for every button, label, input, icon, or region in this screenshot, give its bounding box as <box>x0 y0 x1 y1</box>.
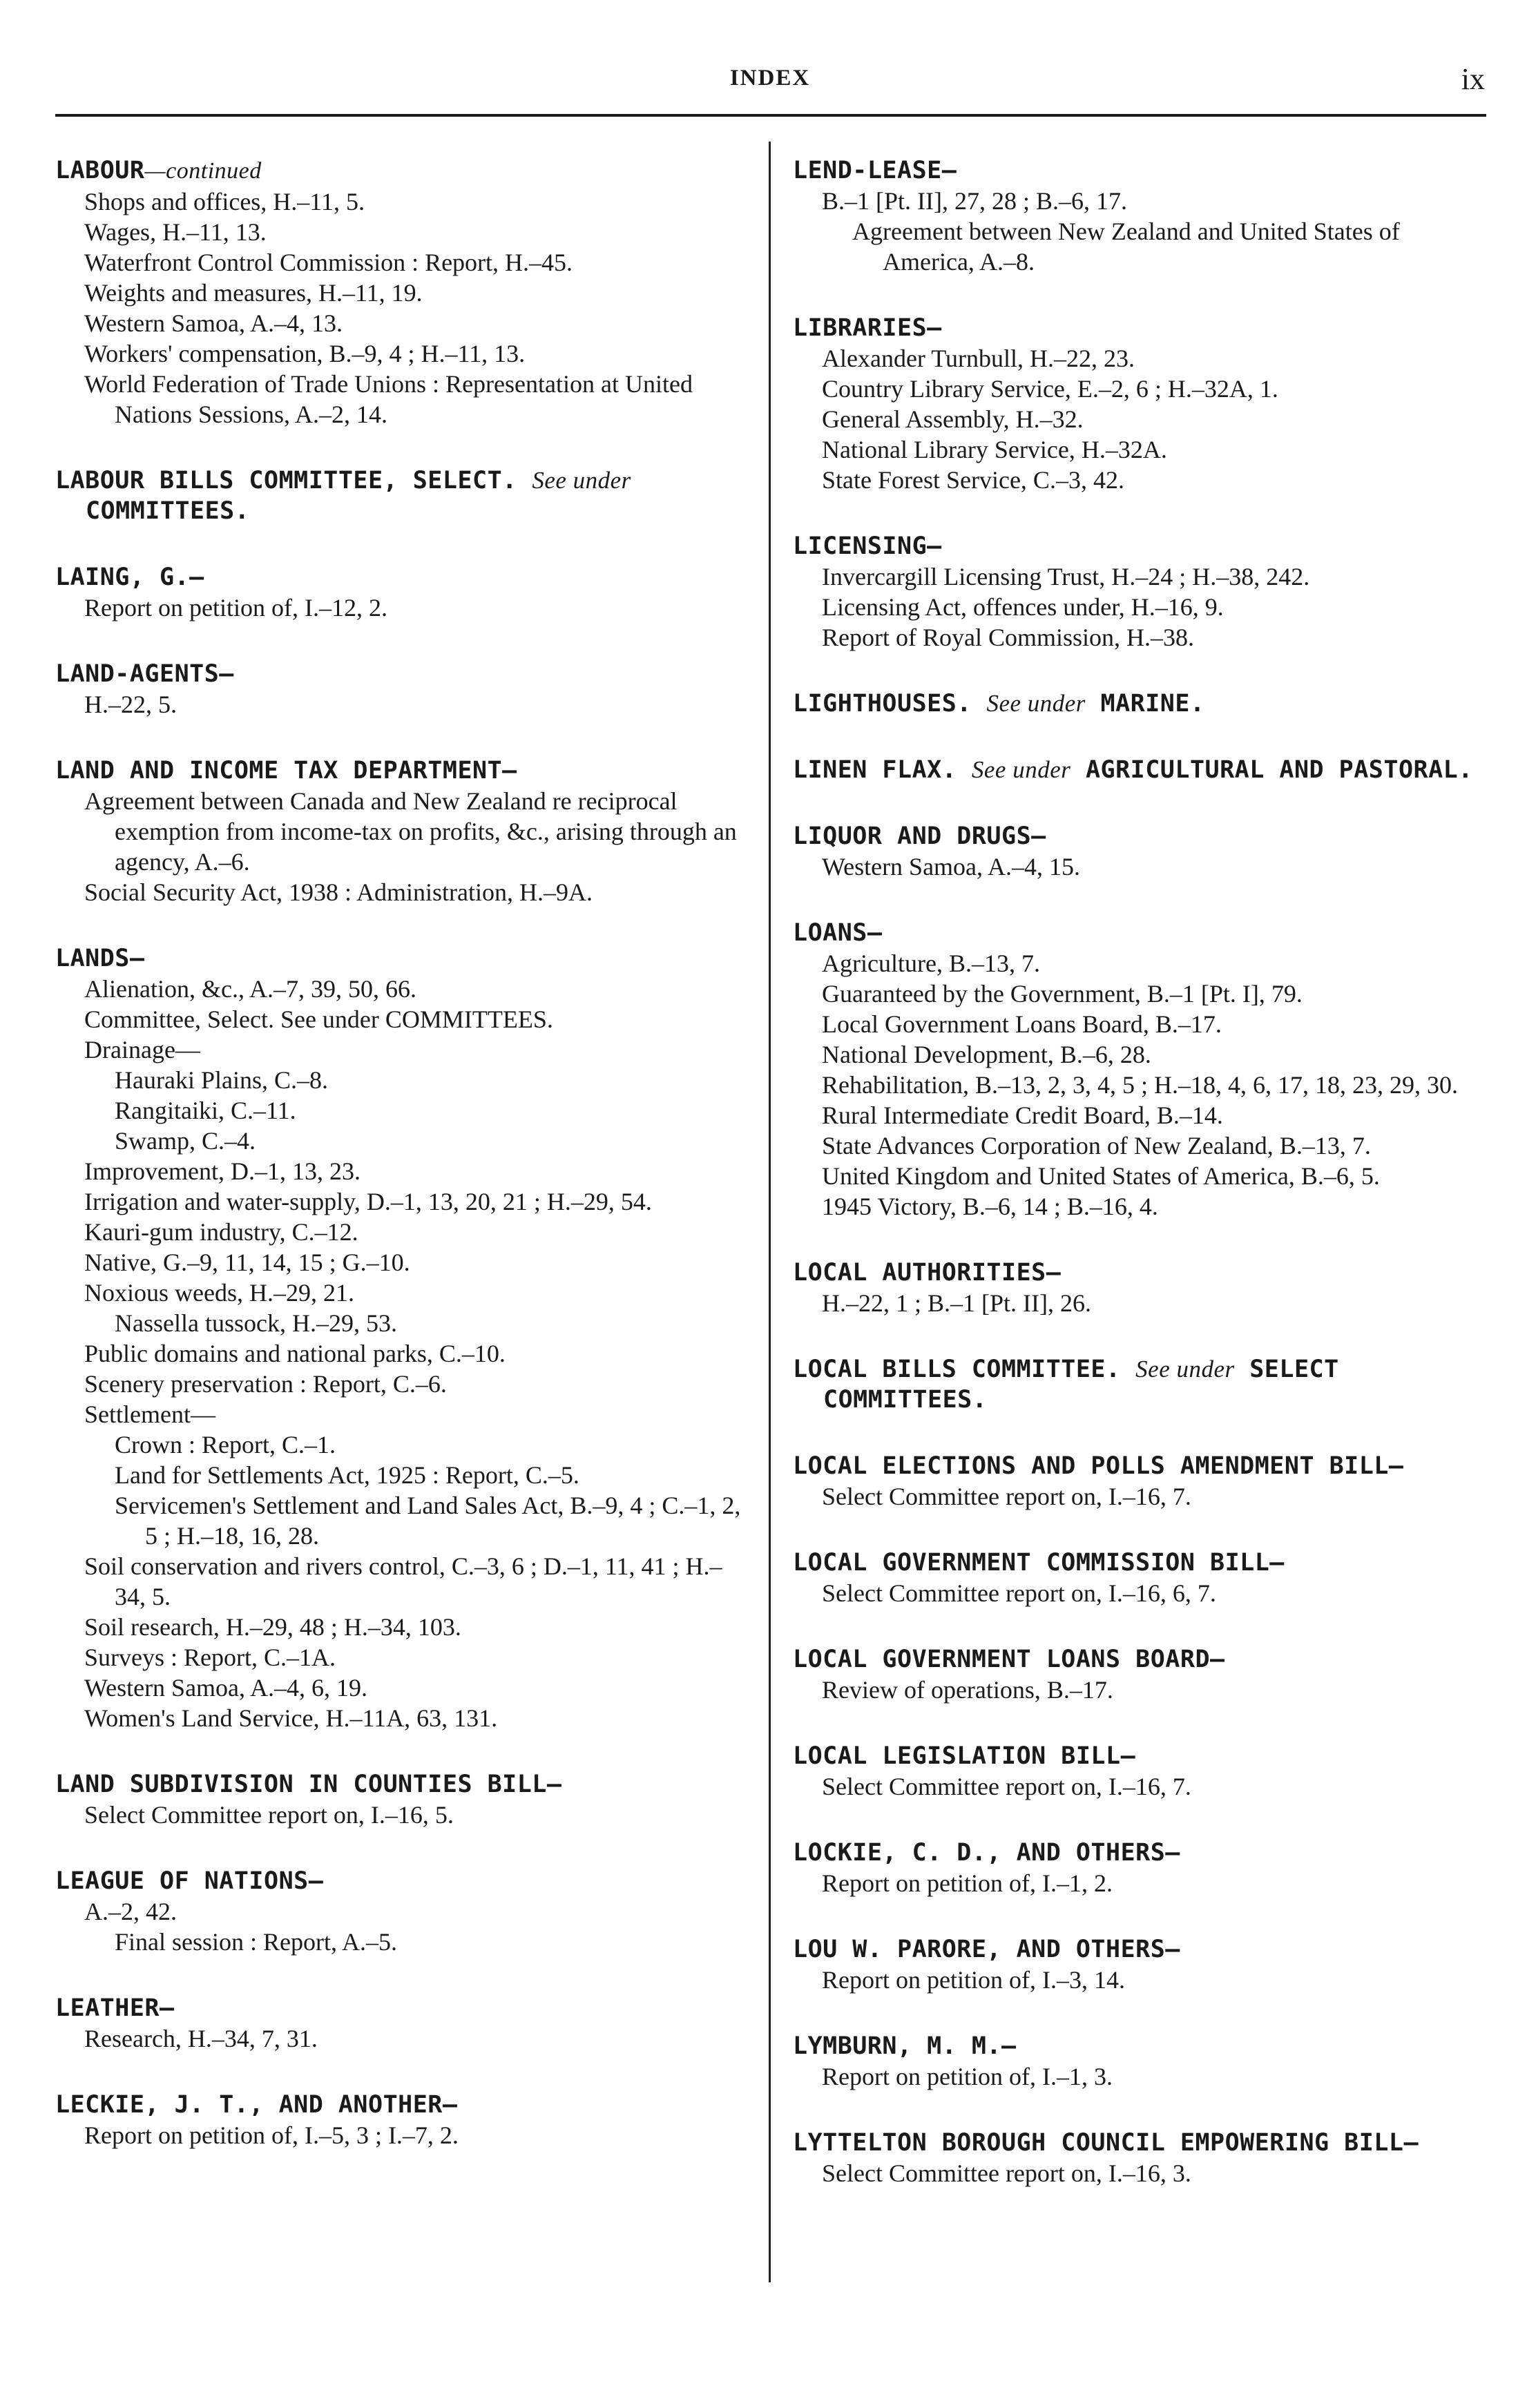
sub-entry: Weights and measures, H.–11, 19. <box>84 279 423 307</box>
entry-heading-text: LOCKIE, C. D., AND OTHERS— <box>793 1839 1180 1867</box>
sub-sub-entry: Agreement between New Zealand and United States of America, A.–8. <box>852 218 1400 276</box>
entry-heading <box>55 1769 746 1800</box>
entry-heading <box>793 688 1487 719</box>
see-reference: See under <box>1135 1356 1235 1383</box>
sub-entry: Report on petition of, I.–3, 14. <box>822 1966 1125 1994</box>
entry-heading-text: LIGHTHOUSES. <box>793 690 972 717</box>
sub-entry: Research, H.–34, 7, 31. <box>84 2025 318 2052</box>
continued-label: —continued <box>144 158 262 184</box>
sub-sub-entry: Nassella tussock, H.–29, 53. <box>115 1309 397 1337</box>
entry-heading-text: LIQUOR AND DRUGS— <box>793 822 1046 850</box>
index-entry <box>55 943 746 1733</box>
sub-entry: Invercargill Licensing Trust, H.–24 ; H.–38, 242. <box>822 563 1310 590</box>
entry-heading-text: LOU W. PARORE, AND OTHERS— <box>793 1936 1180 1963</box>
index-entry <box>793 688 1487 719</box>
entry-heading-text: LABOUR BILLS COMMITTEE, SELECT. <box>55 467 517 494</box>
sub-entry: Noxious weeds, H.–29, 21. <box>84 1279 354 1307</box>
entry-heading-text: LOCAL ELECTIONS AND POLLS AMENDMENT BILL— <box>793 1452 1404 1480</box>
index-entry <box>793 2031 1487 2092</box>
entry-heading-text: LAND AND INCOME TAX DEPARTMENT— <box>55 757 517 784</box>
entry-heading <box>793 1741 1487 1771</box>
sub-sub-entry: Final session : Report, A.–5. <box>115 1928 398 1956</box>
entry-heading <box>793 2031 1487 2061</box>
index-entry <box>55 1866 746 1957</box>
sub-entry: Scenery preservation : Report, C.–6. <box>84 1370 447 1398</box>
entry-heading <box>55 659 746 689</box>
sub-entry: World Federation of Trade Unions : Representation at United Nations Sessions, A.–2, 14. <box>84 370 693 428</box>
sub-entry: Settlement— <box>84 1400 215 1428</box>
sub-entry: Licensing Act, offences under, H.–16, 9. <box>822 593 1224 621</box>
entry-heading-text: LOCAL GOVERNMENT COMMISSION BILL— <box>793 1549 1285 1577</box>
sub-entry: 1945 Victory, B.–6, 14 ; B.–16, 4. <box>822 1193 1158 1220</box>
entry-heading-text: LAND SUBDIVISION IN COUNTIES BILL— <box>55 1771 562 1798</box>
entry-heading <box>793 531 1487 561</box>
sub-entry: Report on petition of, I.–1, 3. <box>822 2063 1113 2090</box>
entry-heading-text: LAING, G.— <box>55 564 204 591</box>
entry-heading <box>55 2090 746 2120</box>
page-number: ix <box>1461 62 1485 96</box>
index-entry <box>793 531 1487 653</box>
sub-entry: Irrigation and water-supply, D.–1, 13, 20, 21 ; H.–29, 54. <box>84 1188 652 1215</box>
index-entry <box>793 313 1487 495</box>
index-entry <box>55 2090 746 2150</box>
entry-heading <box>793 155 1487 186</box>
see-target: COMMITTEES. <box>86 497 250 525</box>
entry-heading <box>55 1993 746 2023</box>
see-target: MARINE. <box>1100 690 1205 717</box>
sub-entry: National Library Service, H.–32A. <box>822 436 1167 463</box>
index-entry <box>793 155 1487 277</box>
entry-heading-text: LYTTELTON BOROUGH COUNCIL EMPOWERING BILL— <box>793 2129 1419 2157</box>
index-entry <box>793 2128 1487 2188</box>
sub-entry: Report on petition of, I.–5, 3 ; I.–7, 2. <box>84 2121 459 2149</box>
entry-heading-text: LEATHER— <box>55 1994 175 2022</box>
entry-heading <box>793 1548 1487 1578</box>
index-entry <box>55 1993 746 2054</box>
entry-heading <box>55 1866 746 1896</box>
entry-heading-text: LOCAL GOVERNMENT LOANS BOARD— <box>793 1646 1225 1673</box>
sub-entry: Select Committee report on, I.–16, 3. <box>822 2159 1191 2187</box>
sub-entry: Shops and offices, H.–11, 5. <box>84 188 365 215</box>
sub-entry: Select Committee report on, I.–16, 5. <box>84 1801 454 1829</box>
sub-entry: National Development, B.–6, 28. <box>822 1041 1151 1068</box>
index-entry <box>793 1741 1487 1802</box>
sub-sub-entry: Swamp, C.–4. <box>115 1127 256 1155</box>
sub-entry: Report of Royal Commission, H.–38. <box>822 624 1194 651</box>
sub-sub-entry: Hauraki Plains, C.–8. <box>115 1066 328 1094</box>
sub-entry: Women's Land Service, H.–11A, 63, 131. <box>84 1704 498 1732</box>
sub-entry: Select Committee report on, I.–16, 6, 7. <box>822 1579 1216 1607</box>
header-rule <box>55 114 1486 117</box>
index-entry <box>793 918 1487 1222</box>
sub-entry: United Kingdom and United States of America, B.–6, 5. <box>822 1162 1380 1190</box>
sub-entry: H.–22, 5. <box>84 691 177 718</box>
sub-sub-entry: Crown : Report, C.–1. <box>115 1431 336 1458</box>
sub-entry: Workers' compensation, B.–9, 4 ; H.–11, 13. <box>84 340 526 367</box>
sub-entry: Guaranteed by the Government, B.–1 [Pt. I], 79. <box>822 980 1303 1008</box>
entry-heading <box>793 2128 1487 2158</box>
index-entry <box>793 1258 1487 1318</box>
sub-entry: Rehabilitation, B.–13, 2, 3, 4, 5 ; H.–18, 4, 6, 17, 18, 23, 29, 30. <box>822 1071 1458 1099</box>
index-entry <box>55 1769 746 1830</box>
entry-heading-text: LAND-AGENTS— <box>55 660 234 688</box>
entry-heading <box>55 155 746 186</box>
sub-entry: Public domains and national parks, C.–10. <box>84 1340 506 1367</box>
left-column <box>55 155 746 2186</box>
sub-entry: Rural Intermediate Credit Board, B.–14. <box>822 1101 1223 1129</box>
index-entry <box>55 155 746 430</box>
sub-sub-entry: Land for Settlements Act, 1925 : Report, C.–5. <box>115 1461 579 1489</box>
right-column <box>793 155 1487 2224</box>
entry-heading-text: LINEN FLAX. <box>793 756 957 784</box>
index-entry <box>55 562 746 623</box>
index-entry <box>793 1354 1487 1415</box>
sub-entry: Soil research, H.–29, 48 ; H.–34, 103. <box>84 1613 461 1641</box>
sub-entry: State Forest Service, C.–3, 42. <box>822 466 1124 494</box>
sub-entry: Improvement, D.–1, 13, 23. <box>84 1157 361 1185</box>
entry-heading <box>793 821 1487 851</box>
index-entry <box>793 1451 1487 1512</box>
entry-heading <box>793 755 1487 785</box>
see-target: SELECT COMMITTEES. <box>823 1356 1339 1414</box>
index-entry <box>793 1644 1487 1705</box>
see-target: AGRICULTURAL AND PASTORAL. <box>1085 756 1473 784</box>
entry-heading-text: LEAGUE OF NATIONS— <box>55 1867 324 1895</box>
entry-heading-text: LOANS— <box>793 919 883 947</box>
entry-heading-text: LICENSING— <box>793 532 942 560</box>
entry-heading-text: LOCAL BILLS COMMITTEE. <box>793 1356 1121 1383</box>
column-divider <box>769 142 771 2282</box>
entry-heading-text: LOCAL LEGISLATION BILL— <box>793 1742 1136 1770</box>
sub-entry: H.–22, 1 ; B.–1 [Pt. II], 26. <box>822 1289 1091 1317</box>
sub-entry: General Assembly, H.–32. <box>822 405 1084 433</box>
entry-heading-text: LYMBURN, M. M.— <box>793 2032 1017 2060</box>
sub-entry: Alexander Turnbull, H.–22, 23. <box>822 345 1135 372</box>
sub-entry: Report on petition of, I.–12, 2. <box>84 594 387 622</box>
entry-heading <box>793 1838 1487 1868</box>
page-header <box>55 62 1485 100</box>
sub-entry: Western Samoa, A.–4, 13. <box>84 309 343 337</box>
sub-entry: B.–1 [Pt. II], 27, 28 ; B.–6, 17. <box>822 187 1128 215</box>
entry-heading <box>55 465 746 526</box>
entry-heading <box>793 1451 1487 1481</box>
sub-entry: Agriculture, B.–13, 7. <box>822 950 1040 977</box>
sub-entry: Committee, Select. See under COMMITTEES. <box>84 1005 553 1033</box>
entry-heading <box>793 1258 1487 1288</box>
sub-entry: Local Government Loans Board, B.–17. <box>822 1010 1222 1038</box>
index-entry <box>55 465 746 526</box>
sub-entry: Agreement between Canada and New Zealand re reciprocal exemption from income-tax on profits, &c., arising through an agency, A.–6. <box>84 787 737 876</box>
see-reference: See under <box>532 467 631 494</box>
sub-entry: Select Committee report on, I.–16, 7. <box>822 1773 1191 1800</box>
sub-entry: Waterfront Control Commission : Report, H.–45. <box>84 249 573 276</box>
entry-heading <box>55 562 746 593</box>
sub-entry: Country Library Service, E.–2, 6 ; H.–32A, 1. <box>822 375 1278 403</box>
entry-heading-text: LEND-LEASE— <box>793 157 957 184</box>
index-entry <box>793 1548 1487 1608</box>
entry-heading-text: LECKIE, J. T., AND ANOTHER— <box>55 2091 458 2119</box>
index-entry <box>793 1934 1487 1995</box>
sub-entry: Kauri-gum industry, C.–12. <box>84 1218 358 1246</box>
entry-heading <box>793 918 1487 948</box>
entry-heading-text: LIBRARIES— <box>793 314 942 342</box>
entry-heading-text: LANDS— <box>55 945 145 972</box>
sub-entry: Review of operations, B.–17. <box>822 1676 1113 1704</box>
page-title: INDEX <box>729 66 811 90</box>
sub-entry: Native, G.–9, 11, 14, 15 ; G.–10. <box>84 1249 410 1276</box>
index-entry <box>55 659 746 720</box>
entry-heading <box>55 755 746 786</box>
sub-entry: Soil conservation and rivers control, C.–3, 6 ; D.–1, 11, 41 ; H.–34, 5. <box>84 1552 722 1610</box>
entry-heading-text: LABOUR <box>55 157 145 184</box>
entry-heading <box>793 1354 1487 1415</box>
sub-entry: Alienation, &c., A.–7, 39, 50, 66. <box>84 975 416 1003</box>
index-entry <box>793 1838 1487 1898</box>
index-entry <box>793 821 1487 882</box>
sub-entry: Social Security Act, 1938 : Administration, H.–9A. <box>84 878 593 906</box>
entry-heading <box>55 943 746 974</box>
sub-entry: Report on petition of, I.–1, 2. <box>822 1869 1113 1897</box>
sub-entry: A.–2, 42. <box>84 1898 177 1925</box>
sub-entry: Wages, H.–11, 13. <box>84 218 267 246</box>
sub-entry: Drainage— <box>84 1036 200 1063</box>
entry-heading <box>793 313 1487 343</box>
sub-sub-entry: Rangitaiki, C.–11. <box>115 1097 296 1124</box>
sub-entry: Western Samoa, A.–4, 6, 19. <box>84 1674 368 1702</box>
index-entry <box>793 755 1487 785</box>
entry-heading-text: LOCAL AUTHORITIES— <box>793 1259 1062 1287</box>
sub-entry: Western Samoa, A.–4, 15. <box>822 853 1081 880</box>
sub-entry: Surveys : Report, C.–1A. <box>84 1644 336 1671</box>
sub-entry: State Advances Corporation of New Zealand, B.–13, 7. <box>822 1132 1371 1159</box>
index-entry <box>55 755 746 907</box>
entry-heading <box>793 1934 1487 1965</box>
sub-entry: Select Committee report on, I.–16, 7. <box>822 1483 1191 1510</box>
sub-sub-entry: Servicemen's Settlement and Land Sales Act, B.–9, 4 ; C.–1, 2, 5 ; H.–18, 16, 28. <box>115 1492 741 1550</box>
entry-heading <box>793 1644 1487 1675</box>
see-reference: See under <box>971 756 1071 783</box>
see-reference: See under <box>986 690 1086 717</box>
